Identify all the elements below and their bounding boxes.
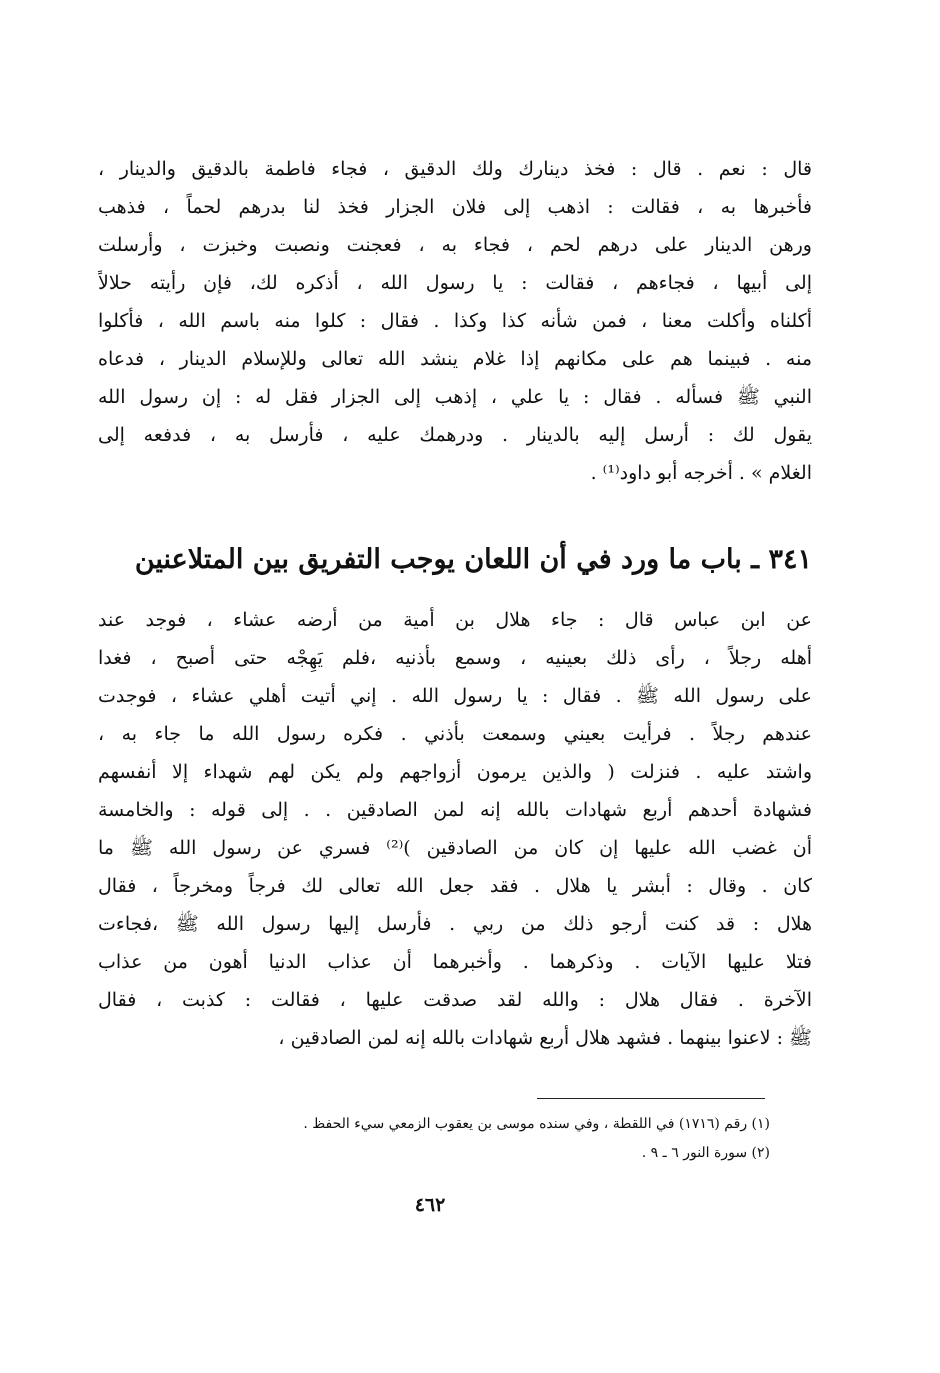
text-line: كان . وقال : أبشر يا هلال . فقد جعل الله تعالى لك فرجاً ومخرجاً ، فقال (98, 875, 812, 897)
text-line: منه . فبينما هم على مكانهم إذا غلام ينشد الله تعالى وللإسلام الدينار ، فدعاه (98, 348, 812, 370)
text-line: واشتد عليه . فنزلت ( والذين يرمون أزواجهم ولم يكن لهم شهداء إلا أنفسهم (98, 761, 812, 783)
text-line: عن ابن عباس قال : جاء هلال بن أمية من أرضه عشاء ، فوجد عند (98, 609, 812, 631)
text-line: إلى أبيها ، فجاءهم ، فقالت : يا رسول الله ، أذكره لك، فإن رأيته حلالاً (98, 272, 812, 294)
text-line: ورهن الدينار على درهم لحم ، فجاء به ، فعجنت ونصبت وخبزت ، وأرسلت (98, 234, 812, 256)
text-line: فشهادة أحدهم أربع شهادات بالله إنه لمن الصادقين . . إلى قوله : والخامسة (98, 799, 812, 821)
footnote-divider (537, 1098, 765, 1099)
text-line: عندهم رجلاً . فرأيت بعيني وسمعت بأذني . فكره رسول الله ما جاء به ، (98, 723, 812, 745)
text-line: أكلناه وأكلت معنا ، فمن شأنه كذا وكذا . فقال : كلوا منه باسم الله ، فأكلوا (98, 310, 812, 332)
text-line: قال : نعم . قال : فخذ دينارك ولك الدقيق ، فجاء فاطمة بالدقيق والدينار ، (98, 158, 812, 180)
section-heading: ٣٤١ ـ باب ما ورد في أن اللعان يوجب التفريق بين المتلاعنين (134, 544, 812, 575)
text-line: أن غضب الله عليها إن كان من الصادقين )⁽²⁾ فسري عن رسول الله ﷺ ما (98, 837, 812, 859)
footnote-2: (٢) سورة النور ٦ ـ ٩ . (641, 1145, 770, 1161)
text-line: ﷺ : لاعنوا بينهما . فشهد هلال أربع شهادات بالله إنه لمن الصادقين ، (278, 1027, 812, 1049)
page-number: ٤٦٢ (414, 1194, 446, 1216)
text-line: النبي ﷺ فسأله . فقال : يا علي ، إذهب إلى الجزار فقل له : إن رسول الله (98, 386, 812, 408)
text-line: على رسول الله ﷺ . فقال : يا رسول الله . إني أتيت أهلي عشاء ، فوجدت (98, 685, 812, 707)
paragraph-hadith-continuation (98, 150, 812, 492)
text-line: هلال : قد كنت أرجو ذلك من ربي . فأرسل إليها رسول الله ﷺ ،فجاءت (98, 913, 812, 935)
text-line: الغلام » . أخرجه أبو داود⁽¹⁾ . (590, 462, 812, 484)
paragraph-ibn-abbas-hadith (98, 601, 812, 1057)
text-line: أهله رجلاً ، رأى ذلك بعينيه ، وسمع بأذنيه ،فلم يَهِجْه حتى أصبح ، فغدا (98, 647, 812, 669)
text-line: يقول لك : أرسل إليه بالدينار . ودرهمك عليه ، فأرسل به ، فدفعه إلى (98, 424, 812, 446)
footnote-1: (١) رقم (١٧١٦) في اللقطة ، وفي سنده موسى بن يعقوب الزمعي سيء الحفظ . (303, 1116, 770, 1132)
text-line: الآخرة . فقال هلال : والله لقد صدقت عليها ، فقالت : كذبت ، فقال (98, 989, 812, 1011)
text-line: فتلا عليها الآيات . وذكرهما . وأخبرهما أن عذاب الدنيا أهون من عذاب (98, 951, 812, 973)
text-line: فأخبرها به ، فقالت : اذهب إلى فلان الجزار فخذ لنا بدرهم لحماً ، فذهب (98, 196, 812, 218)
footnotes (120, 1110, 770, 1168)
